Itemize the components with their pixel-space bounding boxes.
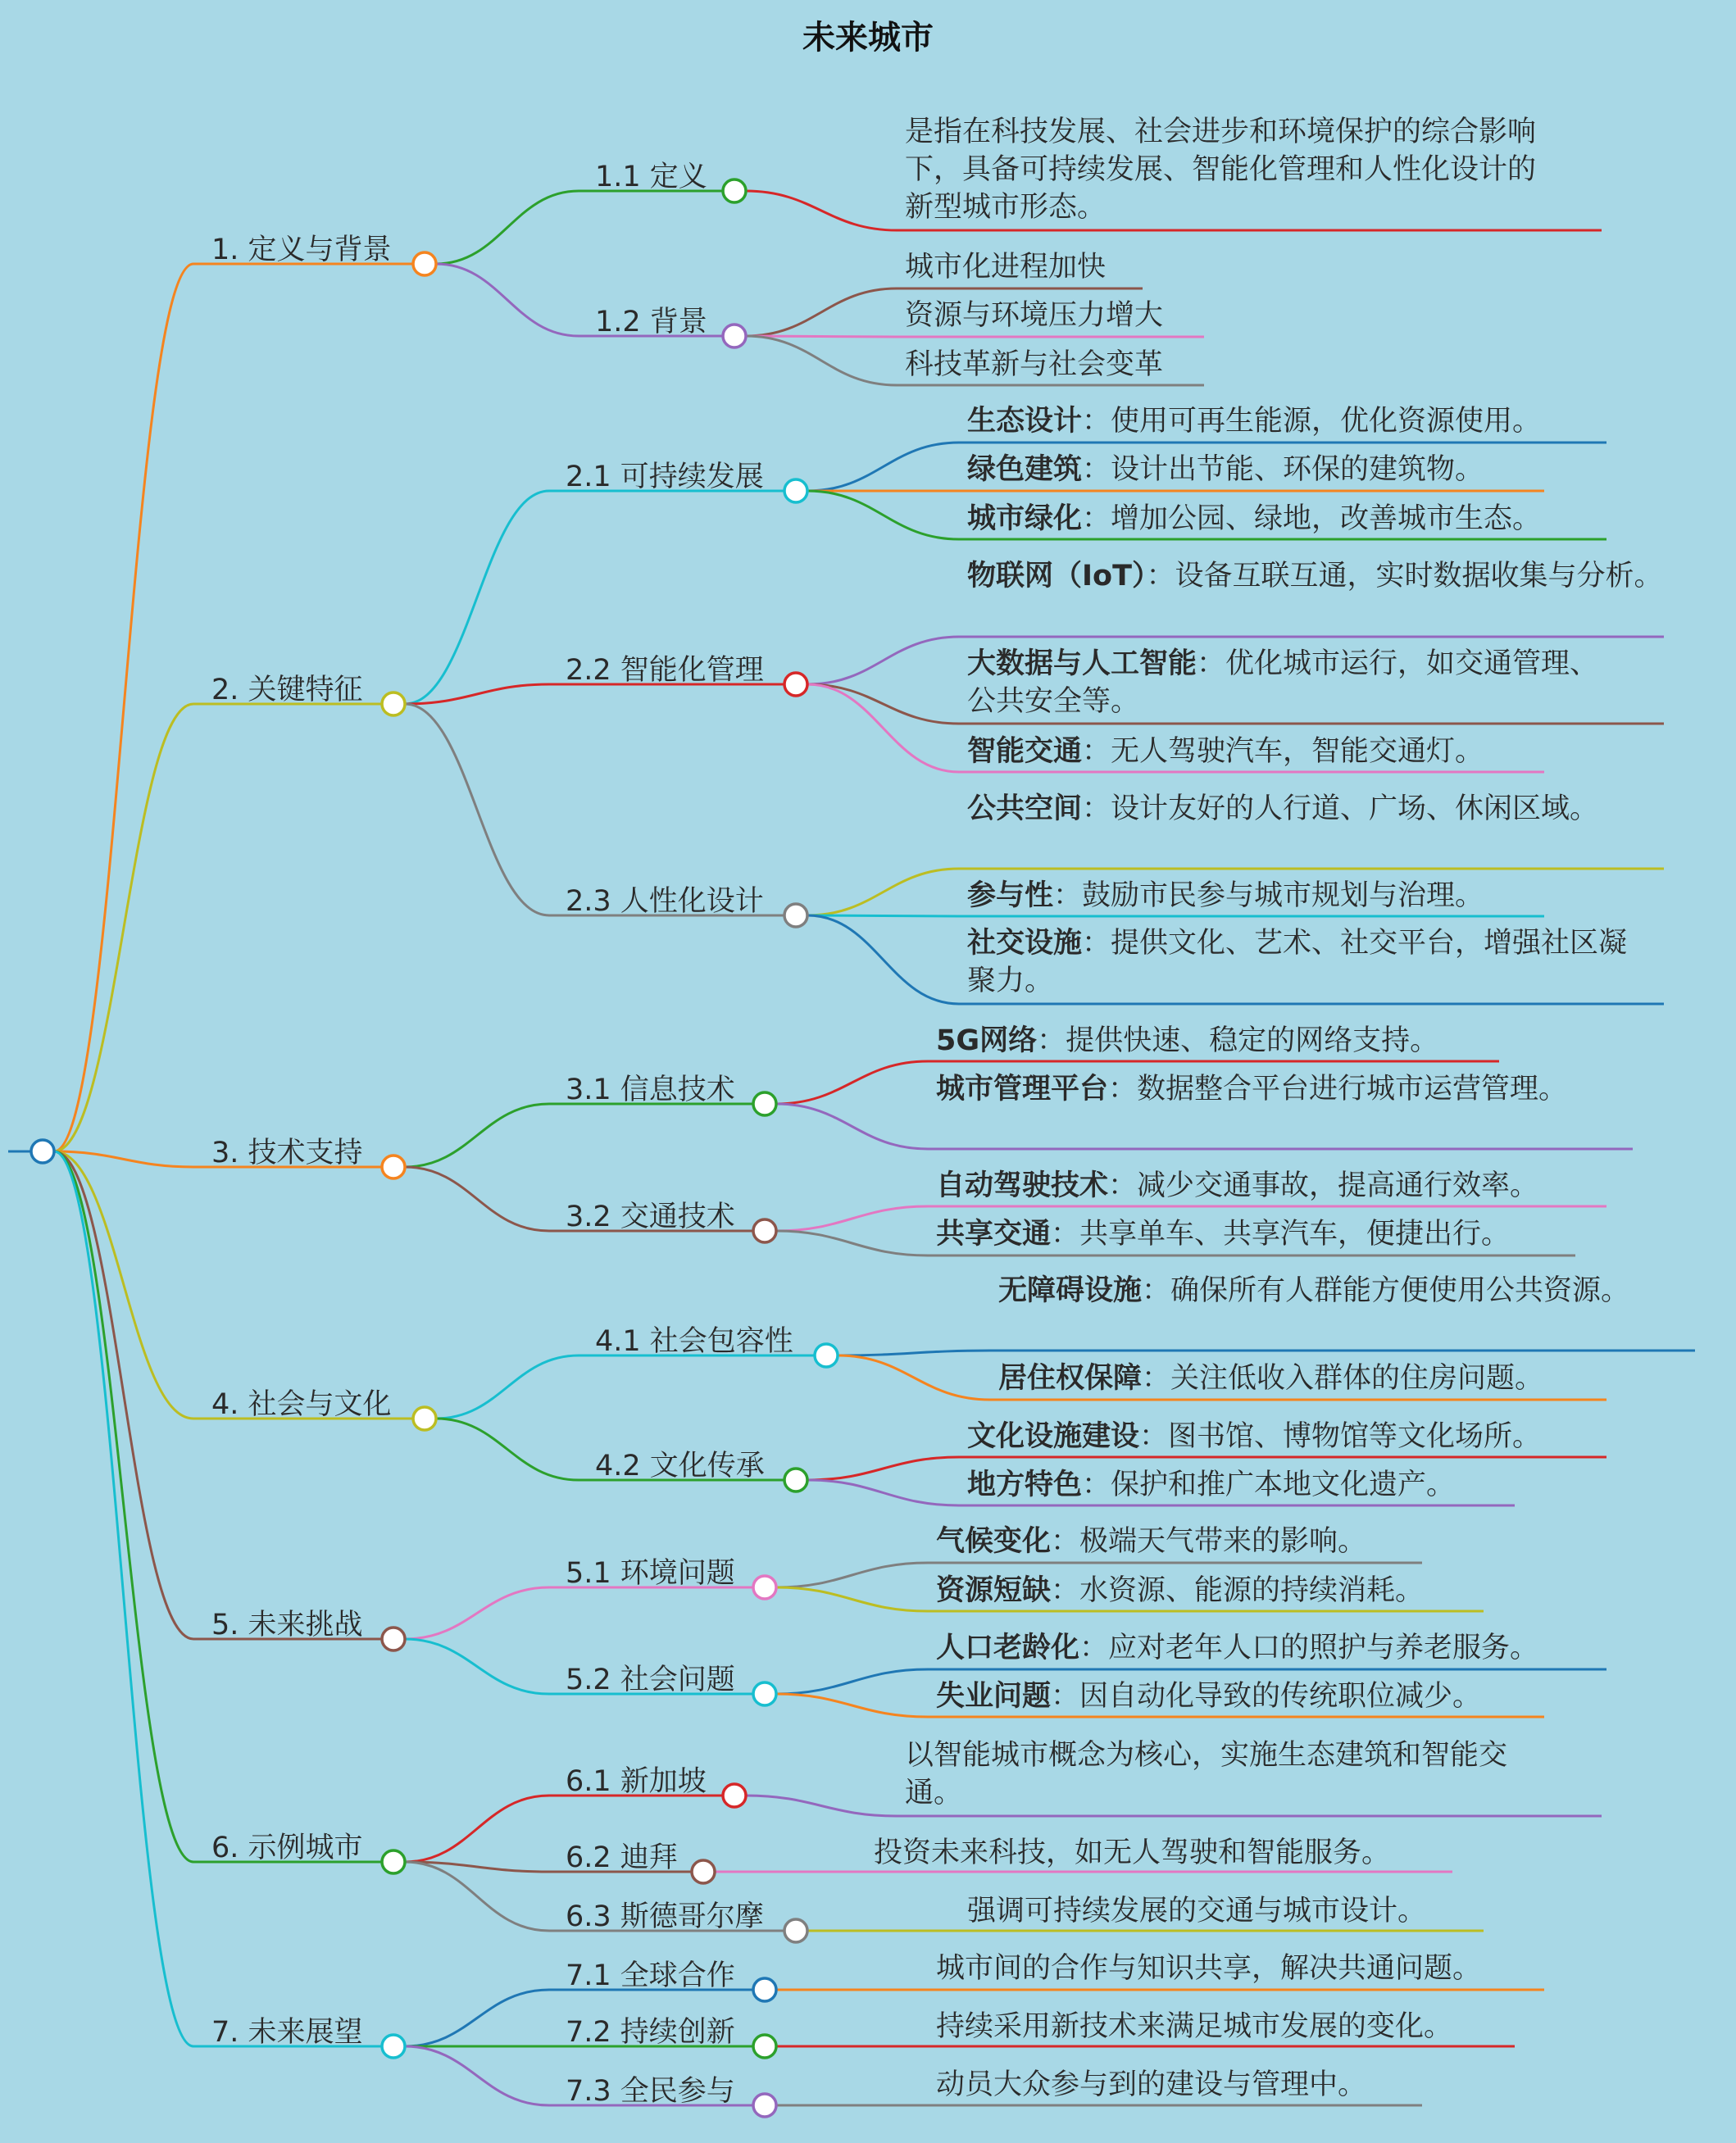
leaf-1-1-1 [905,113,1561,226]
leaf-link-2-2-3 [807,684,959,772]
sub-node-6-2[interactable] [692,1860,715,1883]
leaf-link-2-2-2 [807,684,959,724]
leaf-7-2-1 [936,2008,1543,2045]
leaf-link-5-2-2 [776,1694,928,1717]
leaf-2-3-1 [967,790,1606,828]
leaf-term: 城市绿化 [967,502,1083,535]
sub-node-6-3[interactable] [784,1919,807,1942]
leaf-term: 资源短缺 [936,1574,1052,1607]
leaf-term: 共享交通 [936,1218,1052,1251]
leaf-term: 气候变化 [936,1525,1052,1558]
sub-label-2-2[interactable]: 2.2 智能化管理 [566,654,764,687]
leaf-link-2-3-3 [807,915,959,1004]
leaf-text: ：提供快速、稳定的网络支持。 [1037,1024,1439,1057]
sub-label-3-1[interactable]: 3.1 信息技术 [566,1074,735,1106]
branch-node-5[interactable] [382,1628,405,1650]
branch-link-3 [54,1151,193,1167]
leaf-link-1-2-3 [746,336,897,385]
leaf-2-3-3 [967,924,1639,1000]
sub-label-7-2[interactable]: 7.2 持续创新 [566,2016,735,2049]
sub-link-2-1 [405,491,549,704]
leaf-2-2-3 [967,733,1557,770]
leaf-text: ：增加公园、绿地，改善城市生态。 [1082,502,1542,535]
sub-label-6-2[interactable]: 6.2 迪拜 [566,1841,678,1874]
leaf-5-1-1 [936,1523,1461,1560]
sub-node-3-2[interactable] [753,1219,776,1242]
sub-node-4-2[interactable] [784,1469,807,1491]
leaf-text: ：确保所有人群能方便使用公共资源。 [1142,1274,1630,1307]
leaf-link-4-1-1 [838,1351,990,1355]
sub-link-2-3 [405,704,549,915]
sub-link-3-2 [405,1167,549,1231]
sub-node-7-2[interactable] [753,2035,776,2058]
sub-node-7-3[interactable] [753,2094,776,2117]
sub-link-4-1 [436,1355,579,1419]
sub-link-5-1 [405,1587,549,1639]
leaf-link-2-2-1 [807,637,959,684]
leaf-text: 资源与环境压力增大 [905,299,1164,332]
leaf-term: 无障碍设施 [998,1274,1143,1307]
sub-node-3-1[interactable] [753,1092,776,1115]
leaf-link-2-3-1 [807,869,959,915]
leaf-5-1-2 [936,1572,1510,1610]
sub-node-2-1[interactable] [784,479,807,502]
sub-link-1-1 [436,191,579,264]
leaf-2-2-1 [967,557,1664,595]
leaf-6-1-1 [905,1737,1561,1812]
leaf-text: ：设备互联互通，实时数据收集与分析。 [1146,560,1663,593]
leaf-term: 人口老龄化 [936,1632,1080,1664]
leaf-link-3-1-1 [776,1061,928,1104]
branch-label-7[interactable]: 7. 未来展望 [211,2016,363,2049]
sub-label-7-1[interactable]: 7.1 全球合作 [566,1959,735,1992]
sub-link-6-1 [405,1796,549,1862]
branch-node-2[interactable] [382,692,405,715]
leaf-term: 参与性 [967,879,1054,912]
leaf-4-2-1 [967,1418,1590,1455]
branch-link-1 [54,264,193,1151]
sub-label-1-1[interactable]: 1.1 定义 [595,161,707,193]
sub-node-7-1[interactable] [753,1978,776,2001]
leaf-text: 城市间的合作与知识共享，解决共通问题。 [936,1952,1482,1985]
leaf-link-2-1-1 [807,443,959,491]
sub-label-2-1[interactable]: 2.1 可持续发展 [566,461,764,493]
branch-node-1[interactable] [413,252,436,275]
leaf-text: ：设计出节能、环保的建筑物。 [1082,453,1484,486]
sub-node-1-2[interactable] [723,325,746,347]
leaf-link-1-2-1 [746,288,897,336]
branch-node-6[interactable] [382,1850,405,1873]
leaf-text: ：减少交通事故，提高通行效率。 [1108,1169,1539,1202]
leaf-term: 居住权保障 [998,1362,1143,1395]
leaf-text: ：无人驾驶汽车，智能交通灯。 [1082,735,1484,768]
root-node[interactable] [31,1140,54,1163]
leaf-link-1-2-2 [746,336,897,337]
branch-link-2 [54,704,193,1151]
leaf-2-1-1 [967,402,1606,440]
leaf-text: ：设计友好的人行道、广场、休闲区域。 [1082,792,1599,825]
leaf-text: 强调可持续发展的交通与城市设计。 [967,1895,1427,1927]
sub-link-4-2 [436,1419,579,1480]
leaf-text: ：关注低收入群体的住房问题。 [1142,1362,1544,1395]
sub-label-6-3[interactable]: 6.3 斯德哥尔摩 [566,1900,764,1933]
sub-link-3-1 [405,1104,549,1167]
leaf-text: 投资未来科技，如无人驾驶和智能服务。 [874,1837,1391,1869]
leaf-link-4-2-2 [807,1480,959,1505]
sub-label-4-2[interactable]: 4.2 文化传承 [595,1450,765,1482]
sub-node-1-1[interactable] [723,179,746,202]
sub-label-2-3[interactable]: 2.3 人性化设计 [566,885,764,918]
leaf-6-2-1 [874,1834,1464,1872]
sub-link-6-2 [405,1862,549,1872]
leaf-text: ：极端天气带来的影响。 [1051,1525,1367,1558]
leaf-2-1-2 [967,451,1541,488]
leaf-term: 自动驾驶技术 [936,1169,1109,1202]
leaf-link-4-2-1 [807,1457,959,1480]
branch-node-3[interactable] [382,1155,405,1178]
branch-link-5 [54,1151,193,1639]
leaf-text: 城市化进程加快 [905,251,1107,284]
leaf-link-5-1-1 [776,1563,928,1587]
leaf-text: 持续采用新技术来满足城市发展的变化。 [936,2010,1453,2043]
sub-label-4-1[interactable]: 4.1 社会包容性 [595,1325,793,1358]
leaf-6-3-1 [967,1892,1541,1930]
leaf-text: ：共享单车、共享汽车，便捷出行。 [1051,1218,1511,1251]
leaf-7-1-1 [936,1950,1559,1987]
leaf-link-5-2-1 [776,1669,928,1694]
branch-node-4[interactable] [413,1407,436,1430]
sub-link-7-1 [405,1990,549,2046]
leaf-link-3-1-2 [776,1104,928,1149]
leaf-1-2-3 [905,346,1200,384]
leaf-text: 是指在科技发展、社会进步和环境保护的综合影响下，具备可持续发展、智能化管理和人性化设计的新型城市形态。 [905,116,1537,224]
leaf-term: 5G网络 [936,1024,1038,1057]
leaf-text: ：鼓励市民参与城市规划与治理。 [1053,879,1484,912]
branch-label-1[interactable]: 1. 定义与背景 [211,234,392,266]
leaf-3-2-1 [936,1167,1592,1205]
sub-link-1-2 [436,264,579,336]
leaf-term: 生态设计 [967,405,1083,438]
leaf-1-2-1 [905,248,1167,286]
leaf-term: 智能交通 [967,735,1083,768]
leaf-term: 社交设施 [967,927,1083,960]
leaf-link-4-1-2 [838,1355,990,1400]
leaf-text: ：数据整合平台进行城市运营管理。 [1108,1073,1568,1106]
sub-label-5-1[interactable]: 5.1 环境问题 [566,1557,735,1590]
leaf-text: 动员大众参与到的建设与管理中。 [936,2068,1367,2101]
leaf-2-1-3 [967,500,1606,538]
sub-node-4-1[interactable] [815,1344,838,1367]
leaf-5-2-1 [936,1629,1592,1667]
leaf-link-1-1-1 [746,191,897,230]
leaf-3-2-2 [936,1215,1559,1253]
branch-label-3[interactable]: 3. 技术支持 [211,1137,363,1169]
leaf-text: ：因自动化导致的传统职位减少。 [1051,1680,1482,1713]
branch-label-4[interactable]: 4. 社会与文化 [211,1388,392,1421]
leaf-4-1-1 [998,1272,1638,1310]
leaf-text: ：应对老年人口的照护与养老服务。 [1079,1632,1539,1664]
sub-node-5-1[interactable] [753,1576,776,1599]
leaf-5-2-2 [936,1678,1559,1715]
page-title: 未来城市 [802,19,934,57]
branch-label-6[interactable]: 6. 示例城市 [211,1832,363,1864]
leaf-link-2-3-2 [807,915,959,916]
leaf-4-2-2 [967,1466,1508,1504]
leaf-term: 失业问题 [936,1680,1052,1713]
sub-node-2-3[interactable] [784,904,807,927]
leaf-term: 绿色建筑 [967,453,1083,486]
leaf-term: 城市管理平台 [936,1073,1109,1106]
sub-label-5-2[interactable]: 5.2 社会问题 [566,1664,735,1696]
sub-label-7-3[interactable]: 7.3 全民参与 [566,2075,735,2108]
leaf-link-6-1-1 [746,1796,897,1816]
leaf-4-1-2 [998,1360,1605,1397]
sub-node-5-2[interactable] [753,1682,776,1705]
sub-node-2-2[interactable] [784,673,807,696]
leaf-text: 以智能城市概念为核心，实施生态建筑和智能交通。 [905,1739,1508,1809]
leaf-text: ：水资源、能源的持续消耗。 [1051,1574,1425,1607]
leaf-text: ：使用可再生能源，优化资源使用。 [1082,405,1542,438]
sub-label-1-2[interactable]: 1.2 背景 [595,306,707,338]
sub-label-3-2[interactable]: 3.2 交通技术 [566,1201,735,1233]
leaf-3-1-2 [936,1070,1575,1108]
leaf-link-2-1-3 [807,491,959,539]
leaf-term: 地方特色 [967,1469,1083,1501]
leaf-link-3-2-2 [776,1231,928,1255]
leaf-7-3-1 [936,2066,1461,2104]
leaf-term: 物联网（IoT） [967,560,1147,593]
leaf-2-3-2 [967,877,1557,915]
leaf-link-5-1-2 [776,1587,928,1611]
branch-node-7[interactable] [382,2035,405,2058]
branch-link-6 [54,1151,193,1862]
leaf-text: ：图书馆、博物馆等文化场所。 [1139,1420,1542,1453]
leaf-link-3-2-1 [776,1206,928,1231]
branch-label-2[interactable]: 2. 关键特征 [211,674,363,706]
sub-link-7-3 [405,2046,549,2105]
leaf-term: 文化设施建设 [967,1420,1140,1453]
leaf-2-2-2 [967,645,1606,720]
leaf-text: ：提供文化、艺术、社交平台，增强社区凝聚力。 [967,927,1628,997]
leaf-1-2-2 [905,297,1200,334]
sub-node-6-1[interactable] [723,1784,746,1807]
branch-label-5[interactable]: 5. 未来挑战 [211,1609,363,1641]
leaf-text: 科技革新与社会变革 [905,348,1164,381]
sub-label-6-1[interactable]: 6.1 新加坡 [566,1765,707,1798]
leaf-term: 大数据与人工智能 [967,647,1197,680]
leaf-term: 公共空间 [967,792,1083,825]
sub-link-5-2 [405,1639,549,1694]
leaf-3-1-1 [936,1022,1510,1060]
leaf-text: ：优化城市运行，如交通管理、公共安全等。 [967,647,1599,718]
leaf-text: ：保护和推广本地文化遗产。 [1082,1469,1456,1501]
